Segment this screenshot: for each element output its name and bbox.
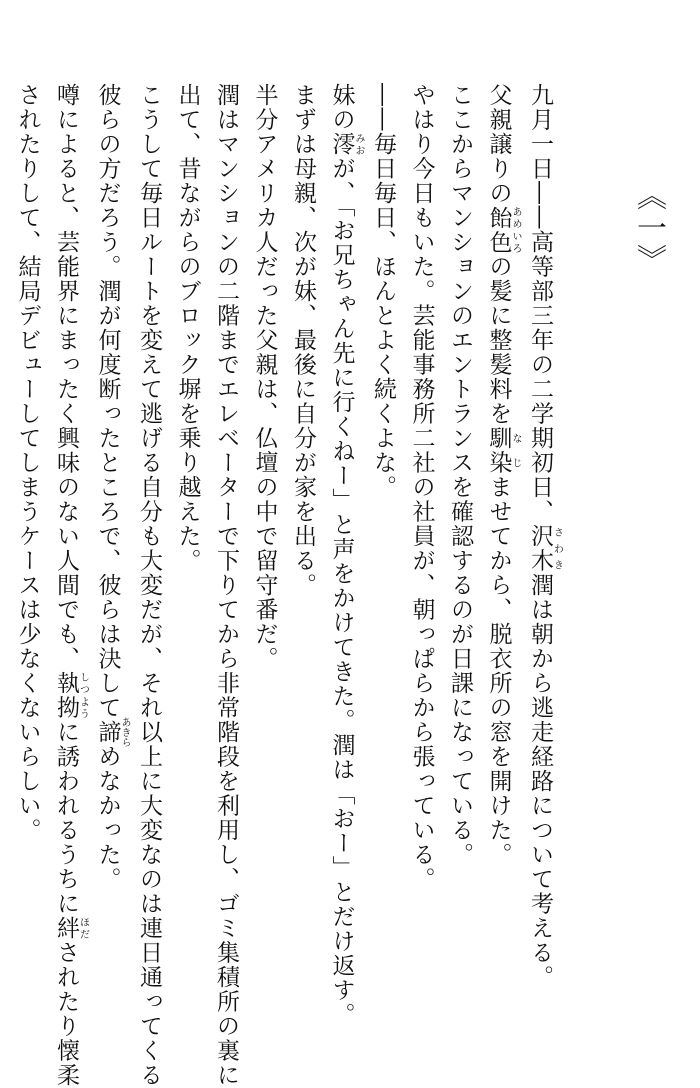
text-line: [441, 83, 480, 973]
ruby-word: [485, 426, 521, 475]
ruby-word: [328, 132, 364, 157]
chapter-heading: 《一》: [631, 180, 666, 276]
text-run: まずは母親、次が妹、最後に自分が家を出る。: [290, 83, 316, 598]
ruby-reading: しつよう: [77, 671, 89, 720]
text-run: 半分アメリカ人だった父親は、仏壇の中で留守番だ。: [251, 83, 278, 671]
text-line: [8, 83, 47, 973]
ruby-word: [94, 717, 130, 748]
text-run: が、「お兄ちゃん先に行くねー」と声をかけてきた。潤は「おー」とだけ返す。: [328, 156, 355, 1027]
ruby-word: [53, 671, 89, 720]
ruby-base: 馴染: [485, 426, 512, 475]
text-line: [130, 83, 169, 1088]
ruby-reading: あめいろ: [510, 205, 521, 255]
text-run: されたり懐柔: [53, 940, 79, 1088]
text-line: [402, 83, 441, 973]
ruby-base: 澪: [328, 132, 355, 157]
text-run: こうして毎日ルートを変えて逃げる自分も大変だが、それ以上に大変なのは連日通ってくる: [136, 83, 162, 1088]
ruby-base: 諦: [94, 717, 121, 748]
text-line: [479, 83, 521, 973]
text-line: [322, 83, 364, 1027]
ruby-word: [527, 524, 563, 573]
text-run: 父親譲りの: [485, 83, 512, 206]
text-run: やはり今日もいた。芸能事務所二社の社員が、朝っぱらから張っている。: [408, 83, 435, 892]
text-run: に誘われるうちに: [53, 720, 79, 916]
text-line: [284, 83, 323, 973]
text-run: 九月一日――高等部三年の二学期初日、: [527, 83, 553, 524]
text-run: の髪に整髪料を: [485, 254, 512, 426]
text-run: ませてから、脱衣所の窓を開けた。: [485, 475, 512, 867]
text-run: ここからマンションのエントランスを確認するのが日課になっている。: [447, 83, 473, 867]
text-run: 出て、昔ながらのブロック塀を乗り越えた。: [174, 83, 201, 573]
ruby-word: [485, 205, 521, 255]
text-run: 彼らの方だろう。潤が何度断ったところで、彼らは決して: [94, 83, 121, 720]
text-run: ――毎日毎日、ほんとよく続くよな。: [370, 83, 396, 500]
text-line: [88, 83, 130, 973]
ruby-reading: ほだ: [77, 916, 89, 941]
text-run: されたりして、結局デビューしてしまうケースは少なくないらしい。: [14, 83, 41, 843]
text-run: 妹の: [328, 83, 355, 132]
text-line: [168, 83, 207, 973]
text-run: めなかった。: [94, 744, 121, 892]
text-run: 噂によると、芸能界にまったく興味のない人間でも、: [53, 83, 79, 671]
ruby-reading: みお: [353, 132, 364, 157]
ruby-word: [53, 916, 89, 941]
body-text: [8, 83, 563, 1088]
ruby-reading: さわき: [551, 524, 563, 573]
ruby-reading: なじ: [510, 426, 521, 475]
text-line: [364, 83, 403, 973]
text-line: [521, 83, 563, 990]
text-line: [47, 83, 89, 1088]
text-run: 潤は朝から逃走経路について考える。: [527, 573, 553, 990]
text-run: 潤はマンションの二階までエレベーターで下りてから非常階段を利用し、ゴミ集積所の裏に: [213, 83, 239, 1088]
ruby-base: 絆: [53, 916, 79, 941]
ruby-base: 飴色: [485, 205, 512, 255]
ruby-reading: あきら: [119, 717, 130, 748]
ruby-base: 沢木: [527, 524, 553, 573]
text-line: [207, 83, 246, 1088]
ruby-base: 執拗: [53, 671, 79, 720]
text-line: [245, 83, 284, 973]
